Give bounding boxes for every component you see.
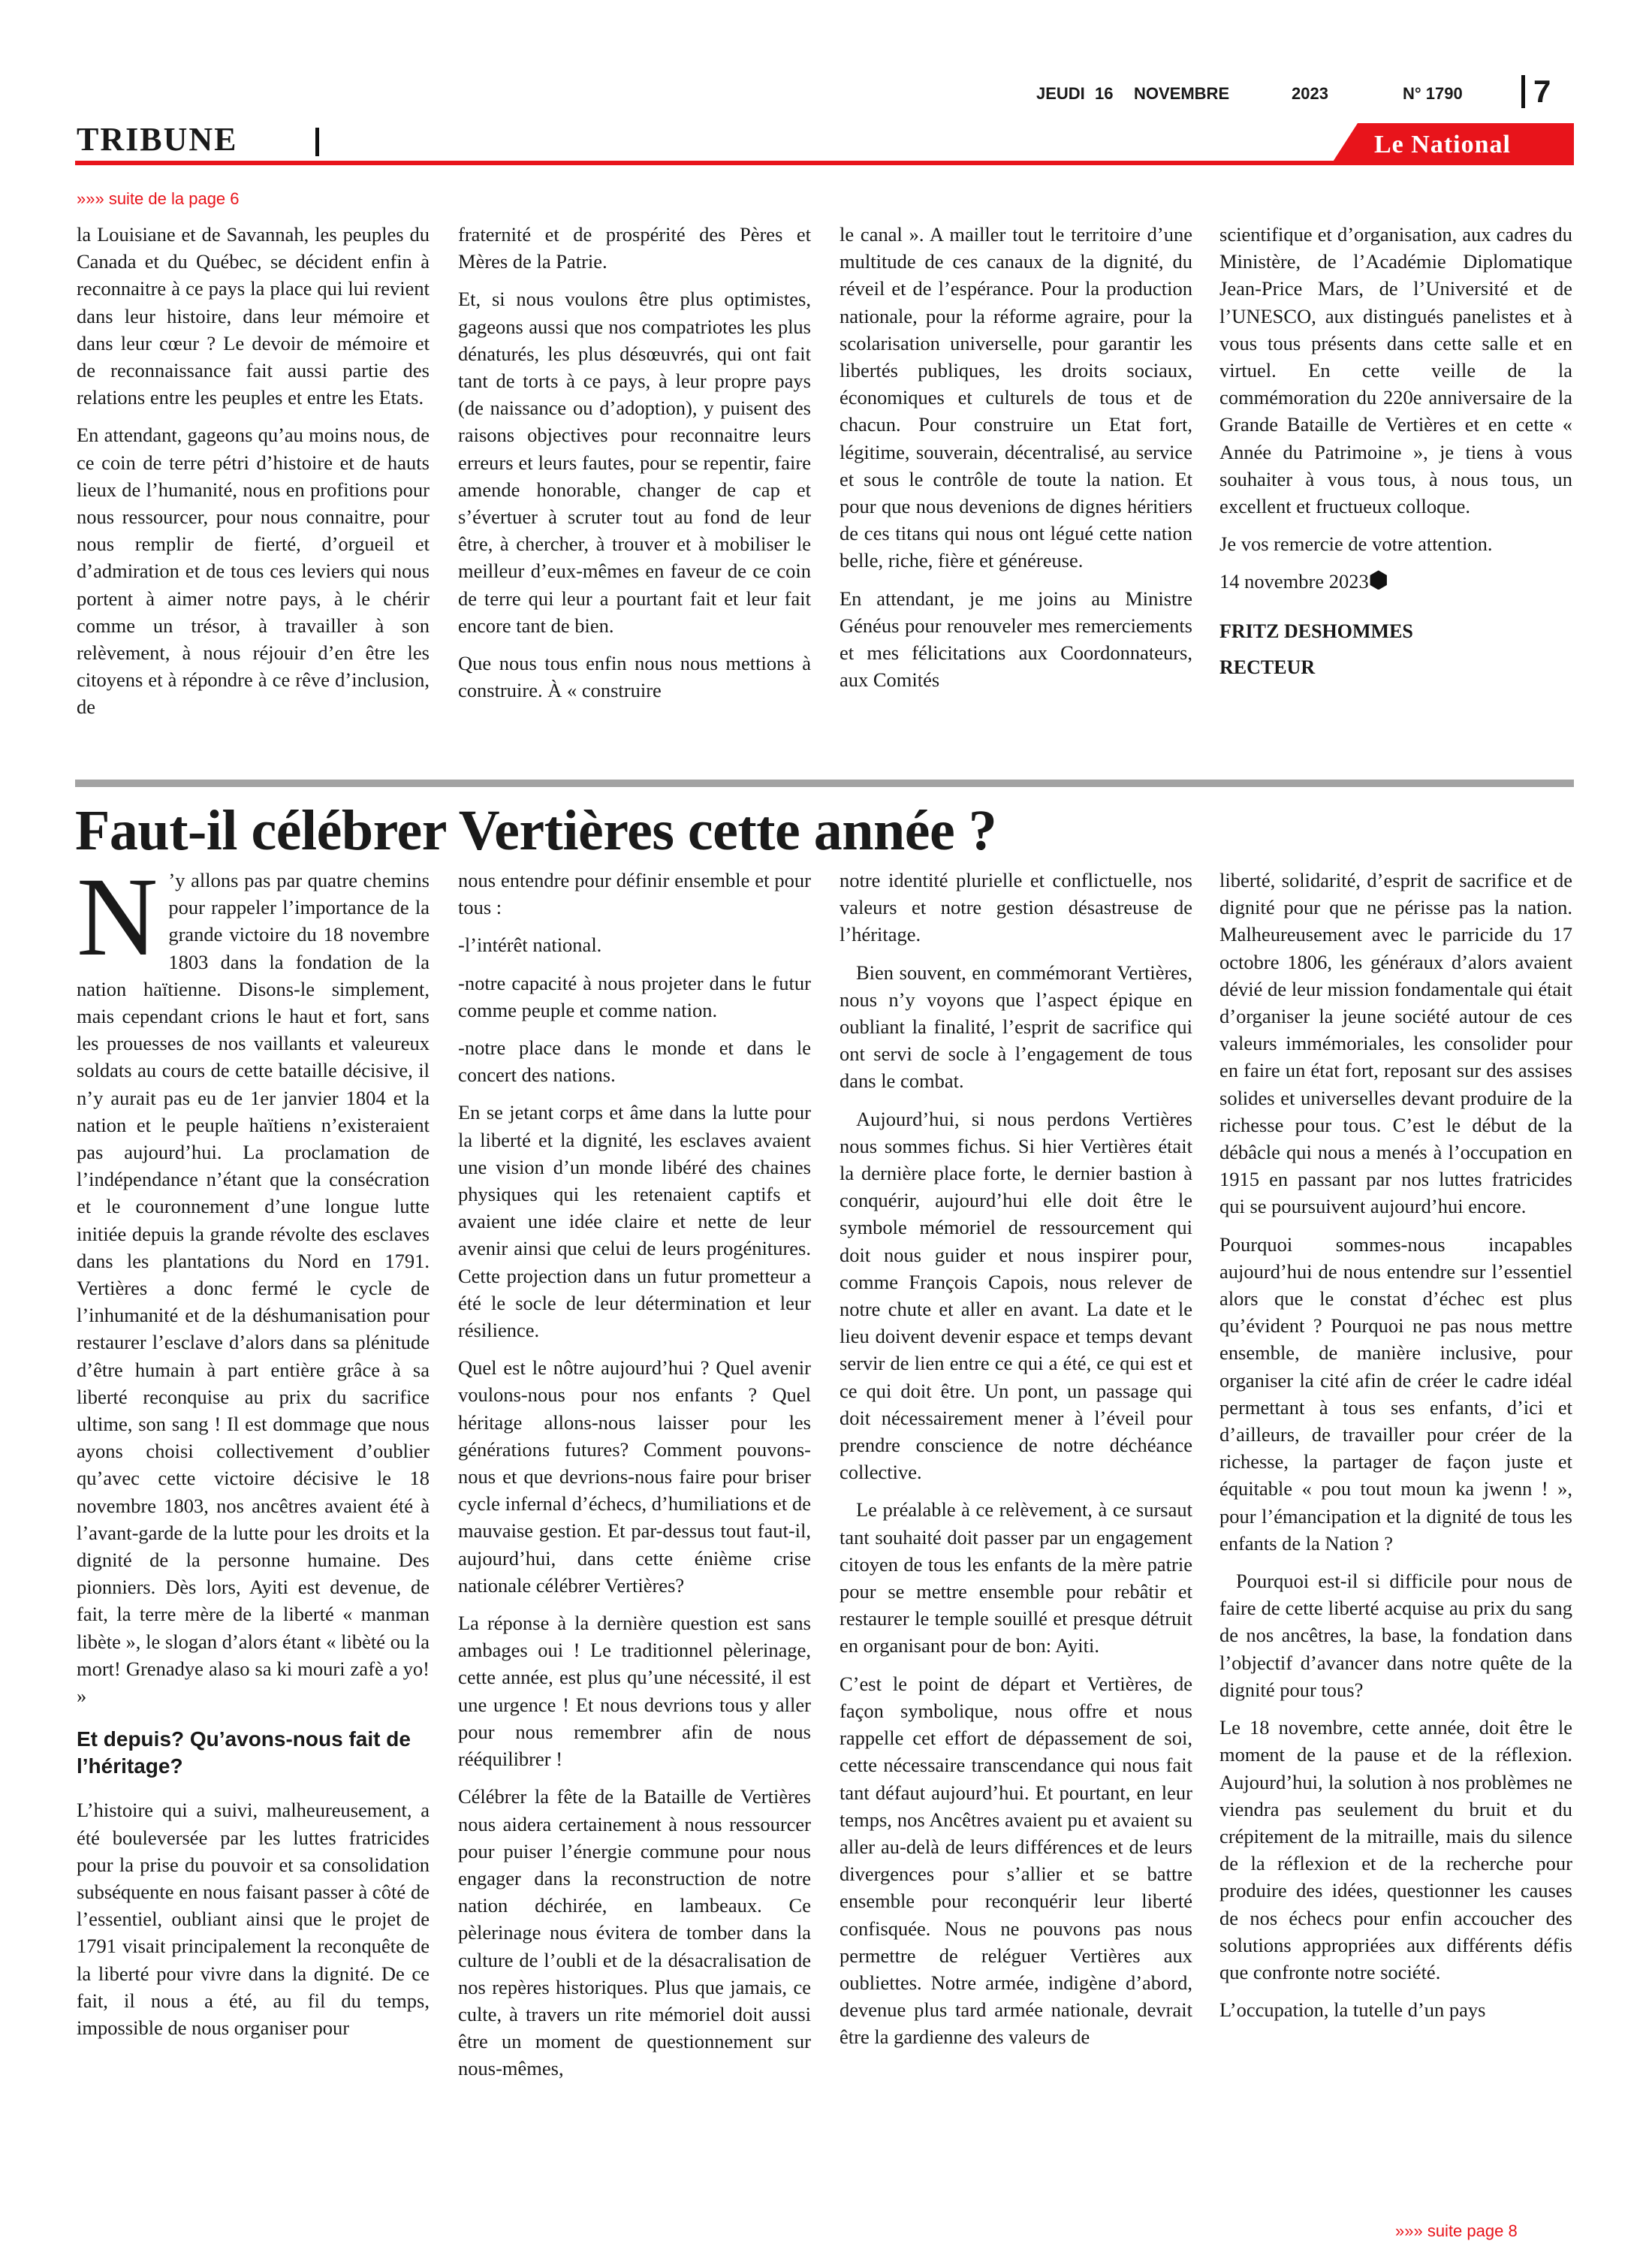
paragraph: Pourquoi est-il si difficile pour nous de faire de cette liberté acquise au prix du sang de nos ancêtres, la base, la fondation dans l’objectif d’avancer dans notre quête de la dignité pour tous?: [1219, 1570, 1572, 1701]
paragraph: notre identité plurielle et conflictuelle, nos valeurs et notre gestion désastreuse de l’héritage.: [840, 869, 1192, 946]
top-article-column-4: [1219, 221, 1572, 692]
paragraph: C’est le point de départ et Vertières, de façon symbolique, nous offre et nous rappelle cet effort de dépassement de soi, cette nécessaire transcendance qui nous fait tant défaut aujourd’hui. Et pourtant, en leur temps, nos Ancêtres avaient pu et avaient su aller au-delà de leurs différences et de leurs divergences pour s’allier et se battre ensemble pour reconquérir leur liberté confisquée. Nous ne pouvons pas nous permettre de reléguer Vertières aux oubliettes. Notre armée, indigène d’abord, devenue plus tard armée nationale, devrait être la gardienne des valeurs de: [840, 1672, 1192, 2049]
lead-paragraph: [77, 855, 430, 1709]
paragraph: L’occupation, la tutelle d’un pays: [1219, 1998, 1486, 2022]
top-article-column-3: [840, 221, 1192, 704]
continued-from-link[interactable]: »»» suite de la page 6: [77, 189, 240, 208]
list-item: -l’intérêt national.: [458, 933, 602, 957]
continued-to-link[interactable]: »»» suite page 8: [1395, 2221, 1518, 2240]
paragraph: En attendant, je me joins au Ministre Généus pour renouveler mes remerciements et mes félicitations aux Coordonnateurs, aux Comités: [840, 587, 1192, 692]
paragraph: le canal ». A mailler tout le territoire d’une multitude de ces canaux de la dignité, du réveil et de l’espérance. Pour la production nationale, pour la réforme agraire, pour la scolarisation universelle, pour garantir les libertés publiques, les droits sociaux, économiques et culturels de tous et de chacun. Pour construire un Etat fort, légitime, souverain, décentralisé, au service et sous le contrôle de toute la nation. Et pour que nous devenions de dignes héritiers de ces titans qui nous ont légué cette nation belle, riche, fière et généreuse.: [840, 223, 1192, 572]
article-headline: Faut-il célébrer Vertières cette année ?: [75, 799, 997, 862]
signature-title: RECTEUR: [1219, 656, 1316, 678]
main-article-column-2: [458, 867, 811, 2093]
section-title: TRIBUNE: [77, 121, 238, 158]
paragraph: Que nous tous enfin nous nous mettions à construire. À « construire: [458, 652, 811, 702]
date-month: NOVEMBRE: [1134, 84, 1230, 103]
main-article-column-4: [1219, 867, 1572, 2034]
paragraph: liberté, solidarité, d’esprit de sacrifice et de dignité pour que ne périsse pas la nation. Malheureusement avec le parricide du 17 octobre 1806, les généraux d’alors avaient dévié de leur mission fondamentale qui était d’organiser la jeune société autour de ces valeurs immémoriales, les consolider pour en faire un état fort, reposant sur des assises solides et universelles devant produire de la richesse pour tous. C’est le début de la débâcle qui nous a menés à l’occupation en 1915 en passant par nos luttes fratricides qui se poursuivent aujourd’hui encore.: [1219, 869, 1572, 1218]
paragraph: la Louisiane et de Savannah, les peuples du Canada et du Québec, se décident enfin à reconnaitre à ce pays la place qui lui revient dans leur histoire, dans leur mémoire et dans leur cœur ? Le devoir de mémoire et de reconnaissance fait aussi partie des relations entre les peuples et entre les Etats.: [77, 223, 430, 409]
paragraph: fraternité et de prospérité des Pères et Mères de la Patrie.: [458, 223, 811, 273]
header-rule: [75, 161, 1574, 165]
page-number: 7: [1533, 74, 1551, 109]
main-article-column-1: [77, 855, 430, 2052]
paragraph: Et, si nous voulons être plus optimistes, gageons aussi que nos compatriotes les plus dénaturés, les plus désœuvrés, qui ont fait tant de torts à ce pays, à leur propre pays (de naissance ou d’adoption), y puisent des raisons objectives pour reconnaitre leurs erreurs et leurs fautes, pour se repentir, faire amende honorable, changer de cap et s’évertuer à scruter tout au fond de leur être, à chercher, à trouver et à mobiliser le meilleur d’eux-mêmes en faveur de ce coin de terre qui leur a pourtant fait et leur fait encore tant de bien.: [458, 288, 811, 637]
paragraph: Je vos remercie de votre attention.: [1219, 532, 1493, 556]
article-subhead: Et depuis? Qu’avons-nous fait de l’héritage?: [77, 1727, 411, 1778]
list-item: -notre place dans le monde et dans le concert des nations.: [458, 1036, 811, 1087]
paragraph: La réponse à la dernière question est sans ambages oui ! Le traditionnel pèlerinage, cette année, est plus qu’une nécessité, il est une urgence ! Et nous devrions tous y aller pour nous remembrer afin de nous rééquilibrer !: [458, 1612, 811, 1771]
signature-name: FRITZ DESHOMMES: [1219, 620, 1413, 642]
date-number: 16: [1095, 84, 1114, 103]
paragraph: Quel est le nôtre aujourd’hui ? Quel avenir voulons-nous pour nos enfants ? Quel héritage allons-nous laisser pour les générations futures? Comment pouvons-nous et que devrions-nous faire pour briser cycle infernal d’échecs, d’humiliations et de mauvaise gestion. Et par-dessus tout faut-il, aujourd’hui, dans cette énième crise nationale célébrer Vertières?: [458, 1356, 811, 1597]
end-of-article-icon: [1369, 570, 1388, 590]
issue-number: N° 1790: [1403, 84, 1463, 103]
date-day: JEUDI: [1036, 84, 1085, 103]
newspaper-brand: Le National: [1374, 131, 1511, 158]
top-article-column-2: [458, 221, 811, 714]
lead-text: ’y allons pas par quatre chemins pour rappeler l’importance de la grande victoire du 18 novembre 1803 dans la fondation de la nation haïtienne. Disons-le simplement, mais cependant crions le haut et fort, sans les prouesses de nos vaillants et valeureux soldats au cours de cette bataille décisive, il n’y aurait pas eu de 1er janvier 1804 et la nation et le peuple haïtiens n’existeraient pas aujourd’hui. La proclamation de l’indépendance n’étant que la consécration et le couronnement d’une longue lutte initiée depuis la grande révolte des esclaves dans les plantations du Nord en 1791. Vertières a donc fermé le cycle de l’inhumanité et de la déshumanisation pour restaurer l’esclave d’alors dans sa plénitude d’être humain à part entière grâce à sa liberté reconquise au prix du sacrifice ultime, son sang ! Il est dommage que nous ayons choisi collectivement d’oublier qu’avec cette victoire décisive le 18 novembre 1803, nos ancêtres avaient été à l’avant-garde de la lutte pour les droits et la dignité de la personne humaine. Des pionniers. Dès lors, Ayiti est devenue, de fait, la terre mère de la liberté « manman libète », le slogan d’alors étant « libèté ou la mort! Grenadye alaso sa ki mouri zafè a yo! »: [77, 869, 430, 1708]
article-separator: [75, 780, 1574, 787]
paragraph: scientifique et d’organisation, aux cadres du Ministère, de l’Académie Diplomatique Jean-Price Mars, de l’Université et de l’UNESCO, aux distingués panelistes et à vous tous présents dans cette salle et en virtuel. En cette veille de la commémoration du 220e anniversaire de la Grande Bataille de Vertières et en cette « Année du Patrimoine », je tiens à vous souhaiter à vous tous, à nous tous, un excellent et fructueux colloque.: [1219, 223, 1572, 518]
drop-cap: N: [77, 855, 158, 979]
paragraph: En se jetant corps et âme dans la lutte pour la liberté et la dignité, les esclaves avaient une vision d’un monde libéré des chaines physiques qui les retenaient captifs et avaient une idée claire et nette de leur avenir ainsi que celui de leurs progénitures. Cette projection dans un futur prometteur a été le socle de leur détermination et leur résilience.: [458, 1101, 811, 1342]
top-article-column-1: [77, 221, 430, 731]
paragraph: Aujourd’hui, si nous perdons Vertières nous sommes fichus. Si hier Vertières était la dernière place forte, le dernier bastion à conquérir, aujourd’hui elle doit être le symbole mémoriel de ressourcement qui doit nous guider et nous inspirer pour, comme François Capois, nous relever de notre chute et aller en avant. La date et le lieu doivent devenir espace et temps devant servir de lien entre ce qui a été, ce qui est et ce qui doit être. Un pont, un passage qui doit nécessairement mener à l’éveil pour prendre conscience de notre déchéance collective.: [840, 1107, 1192, 1484]
section-title-divider: [315, 128, 319, 156]
paragraph: L’histoire qui a suivi, malheureusement, a été bouleversée par les luttes fratricides pour la prise du pouvoir et sa consolidation subséquente en nous faisant passer à côté de l’essentiel, oubliant ainsi que le projet de 1791 visait principalement la reconquête de la liberté pour vivre dans la dignité. De ce fait, il nous a été, au fil du temps, impossible de nous organiser pour: [77, 1799, 430, 2039]
paragraph: Célébrer la fête de la Bataille de Vertières nous aidera certainement à nous ressourcer pour puiser l’énergie commune pour nous engager dans la reconstruction de notre nation déchirée, en lambeaux. Ce pèlerinage nous évitera de tomber dans la culture de l’oubli et de la désacralisation de nos repères historiques. Plus que jamais, ce culte, à travers un rite mémoriel doit aussi être un moment de questionnement sur nous-mêmes,: [458, 1785, 811, 2080]
paragraph: En attendant, gageons qu’au moins nous, de ce coin de terre pétri d’histoire et de hauts lieux de l’humanité, nous en profitions pour nous ressourcer, pour nous connaitre, pour nous remplir de fierté, d’orgueil et d’admiration et de tous ces leviers qui nous portent à aimer notre pays, à le chérir comme un trésor, à travailler à son relèvement, à nous réjouir d’en être les citoyens et à répondre à ce rêve d’inclusion, de: [77, 424, 430, 719]
paragraph: Pourquoi sommes-nous incapables aujourd’hui de nous entendre sur l’essentiel alors que le constat d’échec est plus qu’évident ? Pourquoi ne pas nous mettre ensemble, de manière inclusive, pour organiser la cité afin de créer le cadre idéal permettant à tous ses enfants, d’ici et d’ailleurs, de travailler pour créer de la richesse, la partager de façon juste et équitable « pou tout moun ka jwenn ! », pour l’émancipation et la dignité de tous les enfants de la Nation ?: [1219, 1232, 1572, 1555]
closing-date-text: 14 novembre 2023: [1219, 570, 1369, 593]
paragraph: Le préalable à ce relèvement, à ce sursaut tant souhaité doit passer par un engagement citoyen de tous les enfants de la mère patrie pour se mettre ensemble pour rebâtir et restaurer le temple souillé et presque détruit en organisant pour de bon: Ayiti.: [840, 1498, 1192, 1657]
list-item: -notre capacité à nous projeter dans le futur comme peuple et comme nation.: [458, 971, 811, 1021]
main-article-column-3: [840, 867, 1192, 2061]
paragraph: nous entendre pour définir ensemble et pour tous :: [458, 869, 811, 919]
page-number-divider: [1521, 75, 1525, 108]
date-year: 2023: [1292, 84, 1328, 103]
closing-date: [1219, 568, 1572, 595]
paragraph: Bien souvent, en commémorant Vertières, nous n’y voyons que l’aspect épique en oubliant la finalité, l’esprit de sacrifice qui ont servi de socle à l’engagement de tous dans le combat.: [840, 961, 1192, 1093]
paragraph: Le 18 novembre, cette année, doit être le moment de la pause et de la réflexion. Aujourd’hui, la solution à nos problèmes ne viendra pas seulement du bruit et du crépitement de la mitraille, mais du silence de la réflexion et de la recherche pour produire des idées, questionner les causes de nos échecs pour enfin accoucher des solutions appropriées aux différents défis que confronte notre société.: [1219, 1716, 1572, 1983]
